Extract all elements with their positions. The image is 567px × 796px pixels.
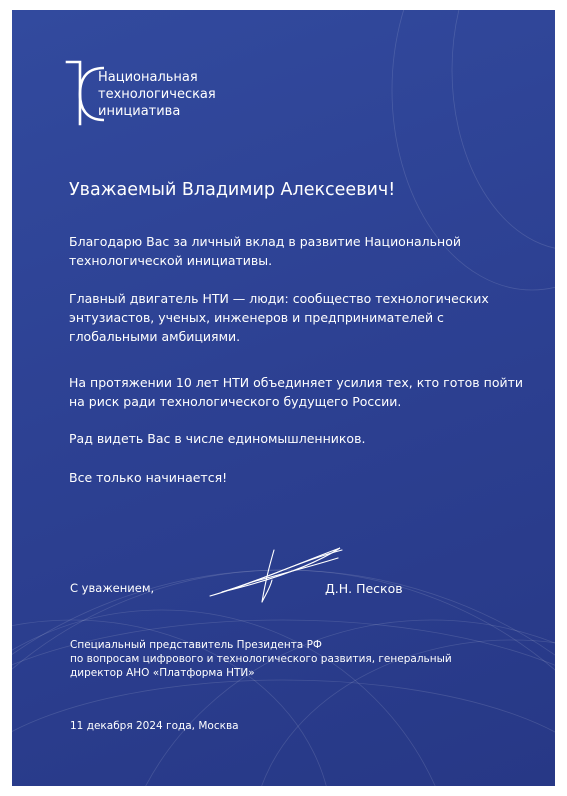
letter-sheet (12, 10, 555, 786)
paragraph-1: Благодарю Вас за личный вклад в развитие Национальной технологической инициативы. (69, 234, 461, 268)
handwritten-signature (192, 540, 352, 610)
paragraph-3: На протяжении 10 лет НТИ объединяет усилия тех, кто готов пойти на риск ради технологического будущего России. (69, 375, 523, 409)
closing-regards: С уважением, (70, 581, 155, 595)
logo-line-3: инициатива (98, 104, 181, 119)
logo-line-1: Национальная (98, 70, 198, 85)
position-line-3: директор АНО «Платформа НТИ» (70, 667, 255, 679)
greeting-heading: Уважаемый Владимир Алексеевич! (69, 180, 396, 200)
signer-position (70, 638, 490, 680)
paragraph-5: Все только начинается! (69, 470, 228, 485)
logo-line-2: технологическая (98, 87, 216, 102)
paragraph-4: Рад видеть Вас в числе единомышленников. (69, 431, 366, 446)
signer-name: Д.Н. Песков (325, 581, 403, 596)
position-line-1: Специальный представитель Президента РФ (70, 639, 322, 651)
nti-logo (64, 58, 264, 138)
letter-date: 11 декабря 2024 года, Москва (70, 720, 239, 732)
logo-text (98, 69, 216, 120)
position-line-2: по вопросам цифрового и технологического развития, генеральный (70, 653, 452, 665)
paragraph-2: Главный двигатель НТИ — люди: сообщество технологических энтузиастов, ученых, инженеров и предпринимателей с глобальными амбициями. (69, 291, 489, 344)
